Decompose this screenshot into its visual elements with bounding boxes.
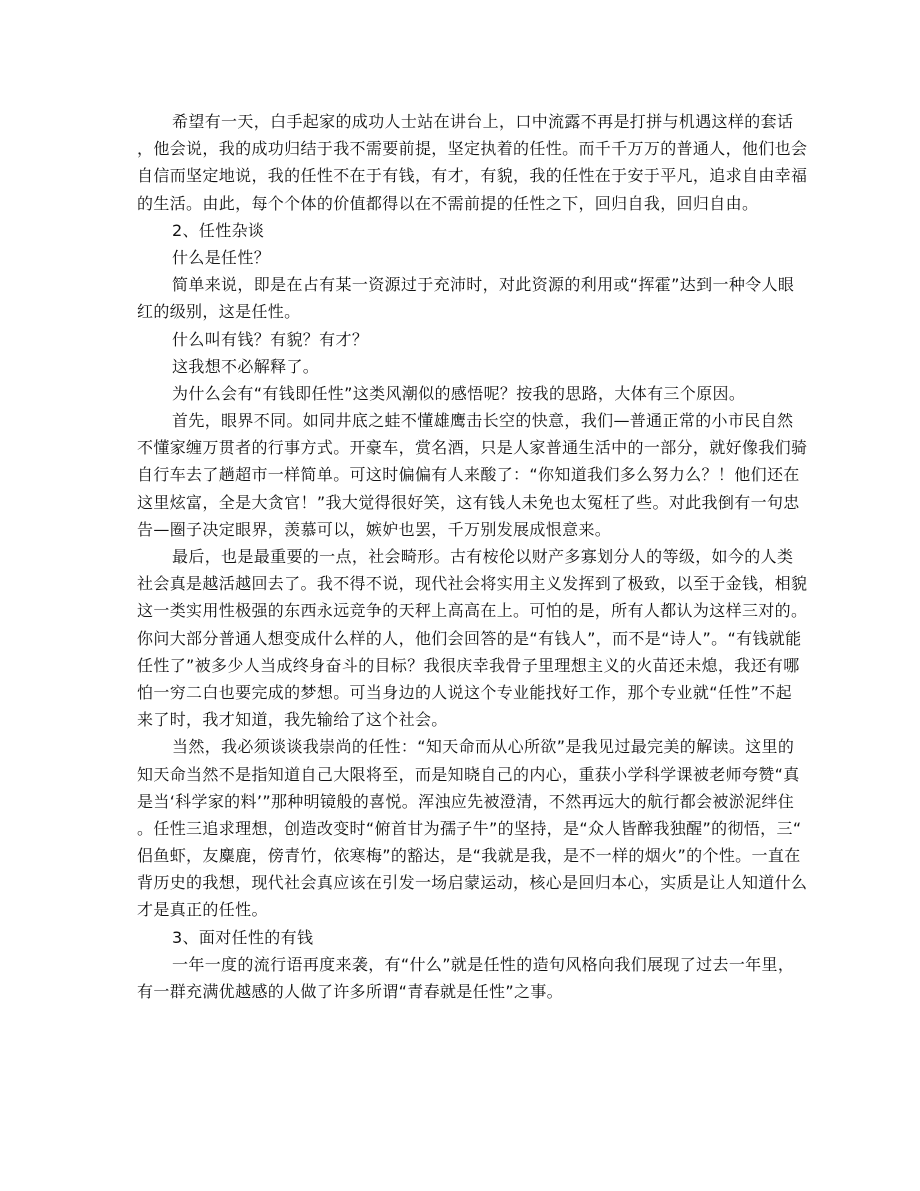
paragraph-first-line: 最后，也是最重要的一点，社会畸形。古有桉伦以财产多寡划分人的等级，如今的人类 xyxy=(172,547,794,566)
paragraph-first-line: 这我想不必解释了。 xyxy=(172,356,320,376)
paragraph-first-line: 3、面对任性的有钱 xyxy=(172,927,314,947)
paragraph-first-line: 为什么会有“有钱即任性”这类风潮似的感悟呢？按我的思路，大体有三个原因。 xyxy=(172,383,746,403)
paragraph-line: 侣鱼虾，友麋鹿，傍青竹，依寒梅”的豁达，是“我就是我，是不一样的烟火”的个性。一直在 xyxy=(137,846,801,866)
paragraph-line: 才是真正的任性。 xyxy=(137,900,268,920)
paragraph-line: 告—圈子决定眼界，羡慕可以，嫉妒也罢，千万别发展成恨意来。 xyxy=(137,519,612,539)
paragraph-line: 红的级别，这是任性。 xyxy=(137,302,301,322)
paragraph-line: 自行车去了趟超市一样简单。可这时偏偏有人来酸了：“你知道我们多么努力么？！他们还在 xyxy=(137,465,800,485)
paragraph-first-line: 什么是任性？ xyxy=(172,247,271,267)
paragraph-line: 这一类实用性极强的东西永远竞争的天秤上高高在上。可怕的是，所有人都认为这样三对的。 xyxy=(137,601,808,621)
paragraph-line: 自信而坚定地说，我的任性不在于有钱，有才，有貌，我的任性在于安于平凡，追求自由幸福 xyxy=(137,166,808,186)
paragraph-line: 来了时，我才知道，我先输给了这个社会。 xyxy=(137,710,448,730)
paragraph-line: 怕一穷二白也要完成的梦想。可当身边的人说这个专业能找好工作，那个专业就“任性”不起 xyxy=(137,682,792,702)
paragraph-line: ，他会说，我的成功归结于我不需要前提，坚定执着的任性。而千千万万的普通人，他们也会 xyxy=(137,139,808,159)
paragraph-first-line: 当然，我必须谈谈我崇尚的任性：“知天命而从心所欲”是我见过最完美的解读。这里的 xyxy=(172,737,795,757)
paragraph-first-line: 首先，眼界不同。如同井底之蛙不懂雄鹰击长空的快意，我们—普通正常的小市民自然 xyxy=(172,411,794,431)
paragraph-line: 你问大部分普通人想变成什么样的人，他们会回答的是“有钱人”，而不是“诗人”。“有钱就能 xyxy=(137,628,802,648)
paragraph-first-line: 2、任性杂谈 xyxy=(172,220,265,240)
paragraph-line: 的生活。由此，每个个体的价值都得以在不需前提的任性之下，回归自我，回归自由。 xyxy=(137,193,759,213)
paragraph-first-line: 希望有一天，白手起家的成功人士站在讲台上，口中流露不再是打拼与机遇这样的套话 xyxy=(172,112,794,131)
paragraph-line: 。任性三追求理想，创造改变时“俯首甘为孺子牛”的坚持，是“众人皆醉我独醒”的彻悟，三“ xyxy=(137,818,802,838)
paragraph-line: 任性了”被多少人当成终身奋斗的目标？我很庆幸我骨子里理想主义的火苗还未熄，我还有哪 xyxy=(137,655,800,675)
paragraph-line: 社会真是越活越回去了。我不得不说，现代社会将实用主义发挥到了极致，以至于金钱，相貌 xyxy=(137,574,808,594)
paragraph-line: 是当‘科学家的料’”那种明镜般的喜悦。浑浊应先被澄清，不然再远大的航行都会被淤泥绊住 xyxy=(137,791,795,811)
document-body xyxy=(137,108,808,1005)
paragraph-line: 知天命当然不是指知道自己大限将至，而是知晓自己的内心，重获小学科学课被老师夸赞“真 xyxy=(137,764,800,784)
paragraph-first-line: 简单来说，即是在占有某一资源过于充沛时，对此资源的利用或“挥霍”达到一种令人眼 xyxy=(172,275,795,295)
paragraph-first-line: 什么叫有钱？有貌？有才？ xyxy=(172,329,369,349)
paragraph-first-line: 一年一度的流行语再度来袭，有“什么”就是任性的造句风格向我们展现了过去一年里， xyxy=(172,954,795,974)
paragraph-line: 不懂家缠万贯者的行事方式。开豪车，赏名酒，只是人家普通生活中的一部分，就好像我们骑 xyxy=(137,438,808,458)
paragraph-line: 背历史的我想，现代社会真应该在引发一场启蒙运动，核心是回归本心，实质是让人知道什么 xyxy=(137,873,808,893)
paragraph-line: 这里炫富，全是大贪官！”我大觉得很好笑，这有钱人未免也太冤枉了些。对此我倒有一句忠 xyxy=(137,492,800,512)
paragraph-line: 有一群充满优越感的人做了许多所谓“青春就是任性”之事。 xyxy=(137,982,564,1001)
